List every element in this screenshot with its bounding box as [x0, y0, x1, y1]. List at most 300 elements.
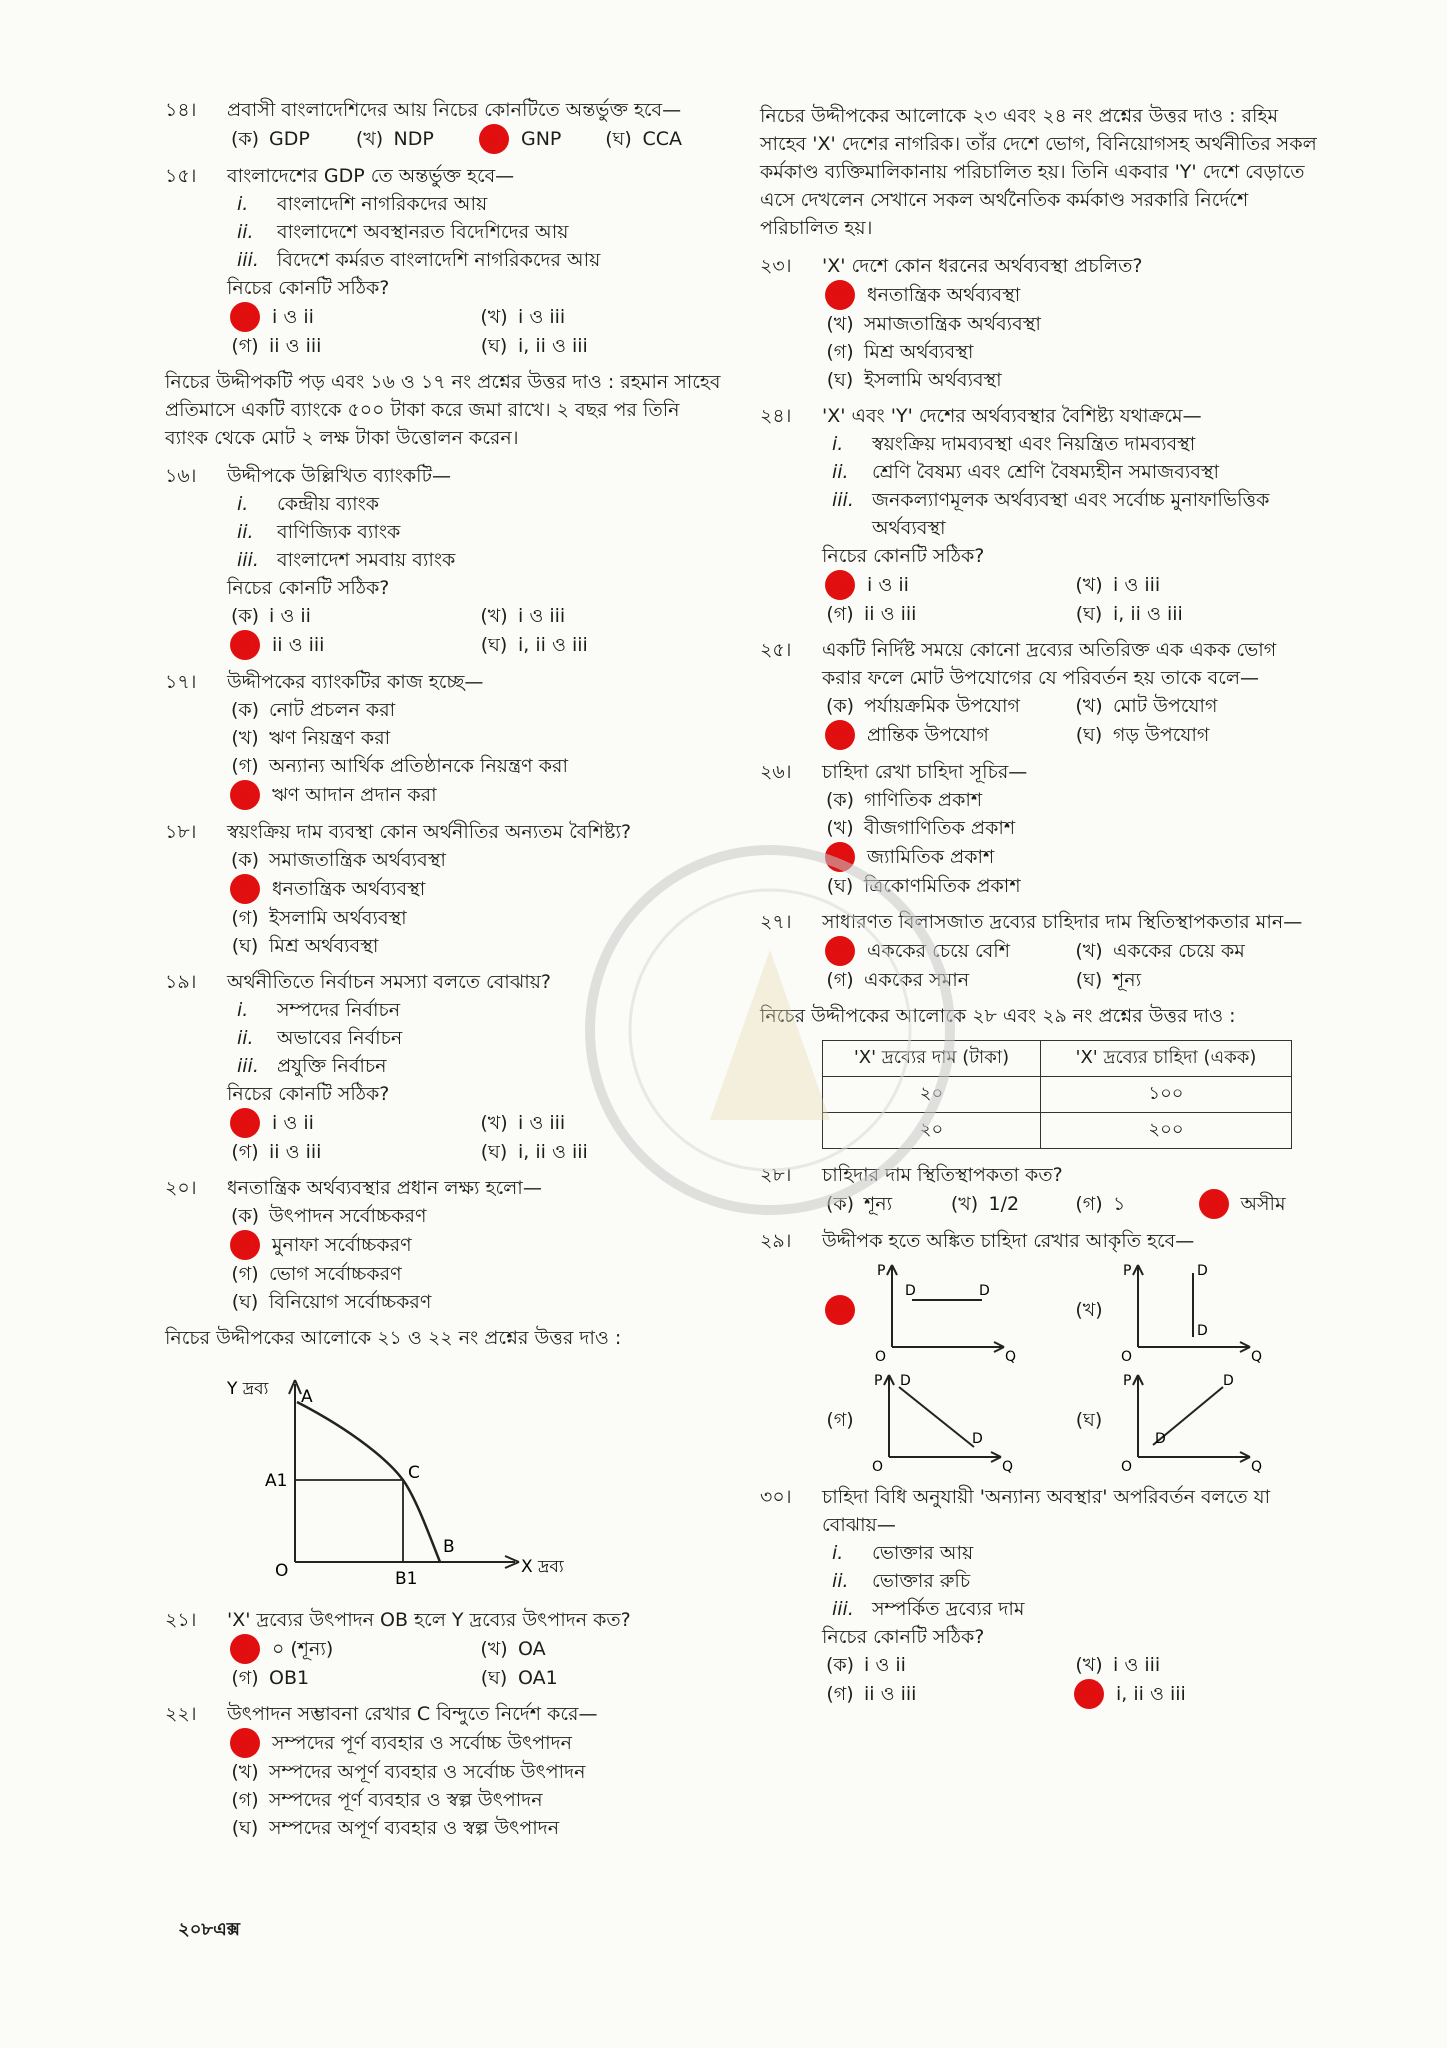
question-body: [227, 96, 725, 154]
option-row: [227, 1634, 725, 1664]
option-label: (ঘ): [480, 1141, 508, 1163]
option-text: 1/2: [988, 1193, 1020, 1215]
option[interactable]: [1071, 692, 1320, 720]
option-label: (খ): [950, 1193, 979, 1215]
demand-graph-vertical: [1113, 1255, 1263, 1365]
axis-label-o: O: [872, 1459, 884, 1475]
option-row: [227, 1288, 725, 1316]
option-row: [822, 814, 1320, 842]
option[interactable]: [476, 1138, 725, 1166]
option-text: i ও iii: [1113, 574, 1161, 596]
option-label: (খ): [231, 1761, 259, 1783]
option-text: ধনতান্ত্রিক অর্থব্যবস্থা: [272, 878, 426, 900]
option[interactable]: [1196, 1189, 1321, 1219]
option-label: (খ): [480, 605, 508, 627]
option-row: [822, 720, 1320, 750]
option-row: [227, 332, 725, 360]
option-text: সম্পদের পূর্ণ ব্যবহার ও স্বল্প উৎপাদন: [269, 1789, 543, 1811]
question-text: উদ্দীপক হতে অঙ্কিত চাহিদা রেখার আকৃতি হবে—: [822, 1230, 1195, 1252]
option[interactable]: [227, 696, 395, 724]
option-row: [822, 1255, 1320, 1365]
statement: [227, 246, 725, 274]
axis-label-y: Y দ্রব্য: [227, 1379, 269, 1399]
option[interactable]: [822, 570, 1071, 600]
option[interactable]: [227, 1230, 412, 1260]
option-text: ii ও iii: [864, 603, 917, 625]
option[interactable]: [476, 1108, 725, 1138]
option-label: (ঘ): [605, 128, 632, 150]
statement-number: i.: [237, 999, 249, 1021]
answer-marker: (খ): [230, 874, 260, 904]
option-text: GNP: [521, 128, 562, 150]
option[interactable]: [227, 1260, 402, 1288]
answer-marker: (ক): [825, 570, 855, 600]
point-label-a1: A1: [265, 1471, 288, 1491]
axis-label-p: P: [1123, 1373, 1132, 1389]
option[interactable]: [822, 966, 1071, 994]
option[interactable]: [822, 1365, 1071, 1475]
statement: [227, 1052, 725, 1080]
choice-prompt: নিচের কোনটি সঠিক?: [227, 277, 390, 299]
option[interactable]: [227, 724, 390, 752]
statement-text: বাণিজ্যিক ব্যাংক: [277, 521, 401, 543]
option-text: উৎপাদন সর্বোচ্চকরণ: [269, 1205, 427, 1227]
option[interactable]: [476, 302, 725, 332]
option[interactable]: [227, 874, 425, 904]
option[interactable]: [822, 310, 1041, 338]
question-number: ১৬।: [165, 465, 197, 487]
option[interactable]: [227, 602, 476, 630]
option-text: সমাজতান্ত্রিক অর্থব্যবস্থা: [864, 313, 1041, 335]
question-number: ৩০।: [760, 1486, 792, 1508]
option-row: [822, 966, 1320, 994]
option[interactable]: [227, 1758, 585, 1786]
question-text: বাংলাদেশের GDP তে অন্তর্ভুক্ত হবে—: [227, 165, 515, 187]
option-label: (খ): [1075, 695, 1103, 717]
option-label: (ক): [230, 849, 260, 871]
statement-number: iii.: [237, 249, 259, 271]
option[interactable]: [822, 1679, 1071, 1709]
question-number: ১৮।: [165, 821, 197, 843]
question-text: অর্থনীতিতে নির্বাচন সমস্যা বলতে বোঝায়?: [227, 971, 551, 993]
option-text: মিশ্র অর্থব্যবস্থা: [864, 341, 974, 363]
point-label-b: B: [443, 1537, 455, 1557]
option-text: এককের সমান: [864, 969, 970, 991]
table-header: 'X' দ্রব্যের চাহিদা (একক): [1040, 1041, 1291, 1077]
question-text: স্বয়ংক্রিয় দাম ব্যবস্থা কোন অর্থনীতির অন্যতম বৈশিষ্ট্য?: [227, 821, 632, 843]
option-text: সম্পদের অপূর্ণ ব্যবহার ও সর্বোচ্চ উৎপাদন: [269, 1761, 586, 1783]
option-label: (খ): [1075, 1654, 1103, 1676]
question-number: ১৯।: [165, 971, 197, 993]
option[interactable]: [822, 814, 1015, 842]
option[interactable]: [1071, 1365, 1320, 1475]
axis-label-q: Q: [1005, 1349, 1017, 1365]
option[interactable]: [227, 846, 446, 874]
option-row: [822, 1189, 1320, 1219]
option-row: [822, 1651, 1320, 1679]
table-header: 'X' দ্রব্যের দাম (টাকা): [823, 1041, 1041, 1077]
option[interactable]: [822, 1189, 947, 1219]
option[interactable]: [822, 786, 982, 814]
question-number: ২০।: [165, 1177, 197, 1199]
option-label: (গ): [231, 1141, 259, 1163]
option-text: i ও iii: [518, 1112, 566, 1134]
question-number: ২২।: [165, 1703, 197, 1725]
option-text: সম্পদের পূর্ণ ব্যবহার ও সর্বোচ্চ উৎপাদন: [272, 1732, 573, 1754]
question-number: ১৪।: [165, 99, 197, 121]
option-text: i ও ii: [867, 574, 909, 596]
option[interactable]: [822, 692, 1071, 720]
question: [165, 968, 725, 1166]
option-label: (ঘ): [1075, 724, 1103, 746]
option-text: অসীম: [1240, 1193, 1286, 1215]
question: [165, 1174, 725, 1316]
question-body: [822, 1161, 1320, 1219]
choice-prompt: নিচের কোনটি সঠিক?: [822, 1626, 985, 1648]
option-label: (ঘ): [826, 369, 854, 391]
question-text: 'X' দ্রব্যের উৎপাদন OB হলে Y দ্রব্যের উৎপাদন কত?: [227, 1609, 631, 1631]
answer-marker: (ঘ): [1074, 1679, 1104, 1709]
statement-text: প্রযুক্তি নির্বাচন: [277, 1055, 387, 1077]
option-text: এককের চেয়ে বেশি: [867, 940, 1010, 962]
stimulus-text: নিচের উদ্দীপকের আলোকে ২১ ও ২২ নং প্রশ্নের উত্তর দাও :: [165, 1327, 622, 1349]
curve-label-d: D: [1197, 1263, 1208, 1279]
option-text: সম্পদের অপূর্ণ ব্যবহার ও স্বল্প উৎপাদন: [269, 1817, 560, 1839]
option-row: [822, 1365, 1320, 1475]
option-text: গাণিতিক প্রকাশ: [864, 789, 983, 811]
option-text: পর্যায়ক্রমিক উপযোগ: [864, 695, 1020, 717]
option[interactable]: [1071, 966, 1320, 994]
question-body: [227, 668, 725, 810]
answer-marker: (ক): [825, 936, 855, 966]
option-label: (ক): [825, 695, 855, 717]
option-text: ১: [1113, 1193, 1126, 1215]
option-text: ii ও iii: [272, 634, 325, 656]
option[interactable]: [227, 1202, 426, 1230]
curve-label-d: D: [905, 1283, 916, 1299]
question-number: ২৬।: [760, 761, 792, 783]
option[interactable]: [476, 1664, 725, 1692]
statement-text: জনকল্যাণমূলক অর্থব্যবস্থা এবং সর্বোচ্চ মুনাফাভিত্তিক অর্থব্যবস্থা: [872, 489, 1270, 539]
option[interactable]: [822, 872, 1021, 900]
table-cell: ২০: [823, 1077, 1041, 1113]
curve-label-d: D: [1197, 1323, 1208, 1339]
option[interactable]: [227, 752, 568, 780]
option-row: [227, 696, 725, 724]
option[interactable]: [1071, 1255, 1320, 1365]
statement-number: i.: [237, 193, 249, 215]
statement-number: ii.: [237, 1027, 254, 1049]
page-number: ২০৮এক্স: [178, 1919, 241, 1940]
option-row: [227, 1664, 725, 1692]
answer-marker: (গ): [825, 720, 855, 750]
option-row: [822, 842, 1320, 872]
option-label: (গ): [826, 1683, 854, 1705]
stimulus-text: নিচের উদ্দীপকের আলোকে ২৮ এবং ২৯ নং প্রশ্নের উত্তর দাও :: [760, 1005, 1236, 1027]
option-text: জ্যামিতিক প্রকাশ: [867, 846, 995, 868]
option-row: [227, 1108, 725, 1138]
option-row: [227, 932, 725, 960]
option-text: ii ও iii: [864, 1683, 917, 1705]
question-text: উদ্দীপকে উল্লিখিত ব্যাংকটি—: [227, 465, 451, 487]
question-text: একটি নির্দিষ্ট সময়ে কোনো দ্রব্যের অতিরিক্ত এক একক ভোগ করার ফলে মোট উপযোগের যে পরিবর্তন হয় তাকে বলে—: [822, 639, 1277, 689]
option[interactable]: [822, 842, 994, 872]
option[interactable]: [227, 332, 476, 360]
answer-marker: (ক): [230, 1108, 260, 1138]
question-body: [227, 1174, 725, 1316]
option-text: OA: [518, 1638, 546, 1660]
option[interactable]: [1071, 720, 1320, 750]
option-text: মুনাফা সর্বোচ্চকরণ: [272, 1234, 412, 1256]
option-row: [227, 780, 725, 810]
option-text: i, ii ও iii: [1116, 1683, 1186, 1705]
option[interactable]: [822, 720, 1071, 750]
option[interactable]: [227, 1728, 572, 1758]
question-body: [227, 1700, 725, 1842]
statement-text: ভোক্তার রুচি: [872, 1570, 971, 1592]
option-label: (খ): [480, 1638, 508, 1660]
option-label: (ঘ): [1075, 969, 1103, 991]
data-table: [822, 1040, 1292, 1149]
option[interactable]: [476, 630, 725, 660]
option-label: (গ): [1075, 1193, 1103, 1215]
option-row: [822, 310, 1320, 338]
option-text: নোট প্রচলন করা: [269, 699, 396, 721]
option[interactable]: [227, 1786, 543, 1814]
statement-number: ii.: [237, 521, 254, 543]
option[interactable]: [822, 280, 1020, 310]
statement-number: iii.: [832, 1598, 854, 1620]
statement: [822, 1567, 1320, 1595]
option[interactable]: [1071, 600, 1320, 628]
curve-label-d: D: [972, 1431, 983, 1447]
question: [760, 252, 1320, 394]
option-row: [822, 280, 1320, 310]
answer-marker: (ঘ): [230, 780, 260, 810]
option[interactable]: [476, 602, 725, 630]
statement-text: শ্রেণি বৈষম্য এবং শ্রেণি বৈষম্যহীন সমাজব্যবস্থা: [872, 461, 1219, 483]
option[interactable]: [476, 332, 725, 360]
option-row: [227, 724, 725, 752]
option-label: (গ): [826, 603, 854, 625]
question-number: ১৫।: [165, 165, 197, 187]
axis-label-o: O: [1121, 1459, 1133, 1475]
question-body: [822, 252, 1320, 394]
axis-label-q: Q: [1251, 1459, 1263, 1475]
stimulus-text: নিচের উদ্দীপকের আলোকে ২৩ এবং ২৪ নং প্রশ্নের উত্তর দাও : রহিম সাহেব 'X' দেশের নাগরিক। তাঁর দেশে ভোগ, বিনিয়োগসহ অর্থনীতির সকল কর্মকাণ্ড ব্যক্তিমালিকানায় পরিচালিত হয়। তিনি একবার 'Y' দেশে বেড়াতে এসে দেখলেন সেখানে সকল অর্থনৈতিক কর্মকাণ্ড সরকারি নির্দেশে পরিচালিত হয়।: [760, 105, 1317, 239]
question: [165, 96, 725, 154]
question-number: ২৫।: [760, 639, 792, 661]
option-label: (ঘ): [1075, 1409, 1103, 1431]
axis-label-o: O: [1121, 1349, 1133, 1365]
option-label: (ঘ): [231, 1817, 259, 1839]
option-label: (খ): [826, 313, 854, 335]
option-row: [822, 1679, 1320, 1709]
option-label: (ঘ): [480, 335, 508, 357]
option-label: (গ): [231, 1263, 259, 1285]
statement-number: i.: [832, 1542, 844, 1564]
question-text: উৎপাদন সম্ভাবনা রেখার C বিন্দুতে নির্দেশ করে—: [227, 1703, 598, 1725]
option[interactable]: [476, 1634, 725, 1664]
answer-marker: (ক): [825, 280, 855, 310]
option-row: [227, 124, 725, 154]
axis-label-q: Q: [1002, 1459, 1014, 1475]
option-row: [227, 602, 725, 630]
option[interactable]: [1071, 936, 1320, 966]
statement-text: বাংলাদেশ সমবায় ব্যাংক: [277, 549, 456, 571]
question-body: [227, 1606, 725, 1692]
option[interactable]: [822, 1255, 1071, 1365]
answer-marker: (ক): [230, 302, 260, 332]
option[interactable]: [227, 1664, 476, 1692]
curve-label-d: D: [979, 1283, 990, 1299]
question: [165, 818, 725, 960]
option-text: এককের চেয়ে কম: [1113, 940, 1245, 962]
question-number: ২৯।: [760, 1230, 792, 1252]
option-label: (ক): [230, 699, 260, 721]
statement-number: i.: [237, 493, 249, 515]
option-text: OA1: [518, 1667, 558, 1689]
question-body: [227, 162, 725, 360]
option-label: (ক): [825, 1193, 855, 1215]
option[interactable]: [1071, 1679, 1320, 1709]
option[interactable]: [822, 936, 1071, 966]
choice-prompt: নিচের কোনটি সঠিক?: [227, 1083, 390, 1105]
option-text: মোট উপযোগ: [1113, 695, 1218, 717]
statement-text: বাংলাদেশি নাগরিকদের আয়: [277, 193, 488, 215]
option-text: শূন্য: [864, 1193, 893, 1215]
question: [760, 908, 1320, 994]
statement: [227, 218, 725, 246]
statement-number: ii.: [832, 1570, 849, 1592]
option[interactable]: [1071, 570, 1320, 600]
option[interactable]: [476, 124, 601, 154]
point-label-o: O: [275, 1561, 289, 1581]
answer-marker: (ক): [230, 1728, 260, 1758]
option[interactable]: [822, 366, 1002, 394]
option[interactable]: [947, 1189, 1072, 1219]
option[interactable]: [227, 1814, 559, 1842]
statement-text: কেন্দ্রীয় ব্যাংক: [277, 493, 380, 515]
question-text: চাহিদা বিধি অনুযায়ী 'অন্যান্য অবস্থার' অপরিবর্তন বলতে যা বোঝায়—: [822, 1486, 1271, 1536]
option[interactable]: [227, 302, 476, 332]
question-body: [822, 636, 1320, 750]
question: [760, 636, 1320, 750]
option-label: (খ): [826, 817, 854, 839]
question: [760, 1483, 1320, 1709]
option-label: (খ): [1075, 574, 1103, 596]
option-label: (ক): [230, 1205, 260, 1227]
answer-marker: (খ): [230, 1230, 260, 1260]
option[interactable]: [227, 780, 437, 810]
statement: [227, 546, 725, 574]
question-text: উদ্দীপকের ব্যাংকটির কাজ হচ্ছে—: [227, 671, 484, 693]
option[interactable]: [822, 600, 1071, 628]
option-text: ইসলামি অর্থব্যবস্থা: [269, 907, 407, 929]
option-label: (গ): [826, 969, 854, 991]
option-label: (ক): [230, 128, 260, 150]
question-body: [822, 1227, 1320, 1475]
point-label-c: C: [408, 1463, 420, 1483]
question: [165, 668, 725, 810]
option-row: [227, 846, 725, 874]
table-row: [823, 1113, 1292, 1149]
answer-marker: (গ): [230, 630, 260, 660]
right-column: [760, 96, 1320, 1717]
statement-text: অভাবের নির্বাচন: [277, 1027, 403, 1049]
ppc-diagram: [225, 1362, 645, 1602]
option-text: ii ও iii: [269, 335, 322, 357]
option[interactable]: [601, 124, 726, 154]
option[interactable]: [227, 630, 476, 660]
option[interactable]: [227, 1634, 476, 1664]
option[interactable]: [227, 904, 407, 932]
table-row: [823, 1077, 1292, 1113]
choice-prompt: নিচের কোনটি সঠিক?: [822, 545, 985, 567]
question-body: [822, 402, 1320, 628]
statement-text: ভোক্তার আয়: [872, 1542, 974, 1564]
table-cell: ২০: [823, 1113, 1041, 1149]
option-text: ইসলামি অর্থব্যবস্থা: [864, 369, 1002, 391]
statement: [227, 190, 725, 218]
option-text: i ও iii: [1113, 1654, 1161, 1676]
option-text: i ও ii: [864, 1654, 906, 1676]
question-number: ২৮।: [760, 1164, 792, 1186]
statement: [822, 1539, 1320, 1567]
option-label: (গ): [231, 755, 259, 777]
option-row: [822, 600, 1320, 628]
answer-marker: (ক): [825, 1295, 855, 1325]
axis-label-p: P: [874, 1373, 883, 1389]
option[interactable]: [1071, 1651, 1320, 1679]
answer-marker: (গ): [479, 124, 509, 154]
option-row: [227, 1814, 725, 1842]
option[interactable]: [227, 932, 378, 960]
question-text: চাহিদার দাম স্থিতিস্থাপকতা কত?: [822, 1164, 1063, 1186]
option-text: ii ও iii: [269, 1141, 322, 1163]
option-row: [227, 904, 725, 932]
option-label: (ঘ): [231, 1291, 259, 1313]
option-row: [227, 874, 725, 904]
option[interactable]: [227, 1108, 476, 1138]
option[interactable]: [1071, 1189, 1196, 1219]
option-text: OB1: [269, 1667, 310, 1689]
option[interactable]: [227, 124, 352, 154]
option[interactable]: [227, 1288, 431, 1316]
statement: [227, 518, 725, 546]
option[interactable]: [352, 124, 477, 154]
question-number: ২৪।: [760, 405, 792, 427]
table-cell: ২০০: [1040, 1113, 1291, 1149]
axis-label-x: X দ্রব্য: [521, 1557, 564, 1577]
option-row: [227, 1758, 725, 1786]
option[interactable]: [822, 1651, 1071, 1679]
statement: [822, 430, 1320, 458]
statement-text: স্বয়ংক্রিয় দামব্যবস্থা এবং নিয়ন্ত্রিত দামব্যবস্থা: [872, 433, 1196, 455]
option-label: (ক): [230, 605, 260, 627]
option-row: [227, 1138, 725, 1166]
axis-label-p: P: [877, 1263, 886, 1279]
option-text: i ও ii: [272, 306, 314, 328]
statement-text: সম্পর্কিত দ্রব্যের দাম: [872, 1598, 1025, 1620]
option[interactable]: [227, 1138, 476, 1166]
statement-text: সম্পদের নির্বাচন: [277, 999, 401, 1021]
question: [165, 162, 725, 360]
option-text: GDP: [269, 128, 310, 150]
option-label: (ঘ): [826, 875, 854, 897]
option-label: (ক): [825, 789, 855, 811]
option[interactable]: [822, 338, 973, 366]
